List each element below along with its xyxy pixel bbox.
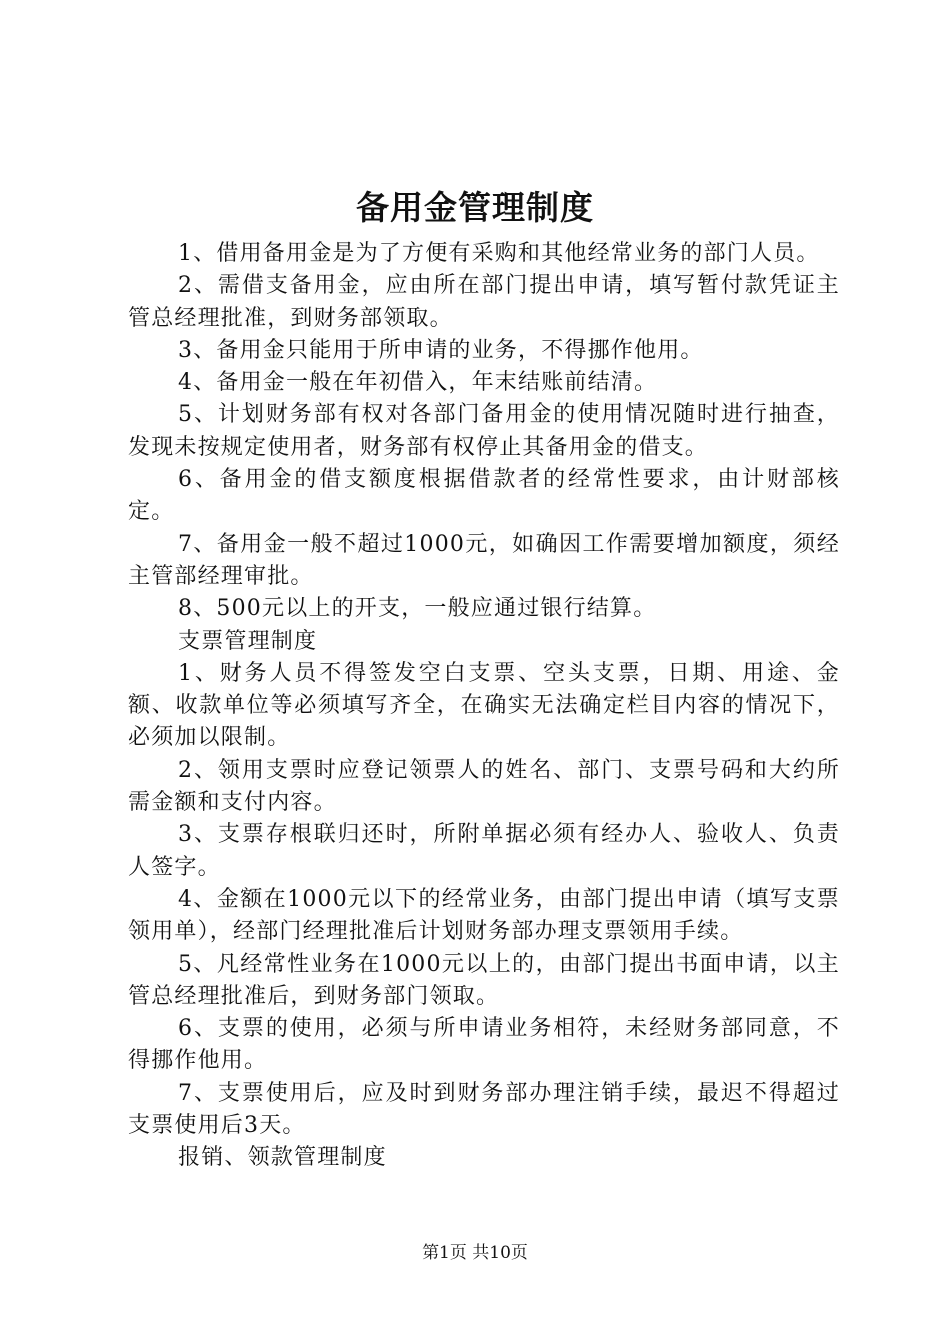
paragraph: 4、金额在1000元以下的经常业务，由部门提出申请（填写支票领用单），经部门经理批准后计划财务部办理支票领用手续。 xyxy=(128,886,840,945)
paragraph: 6、支票的使用，必须与所申请业务相符，未经财务部同意，不得挪作他用。 xyxy=(128,1016,840,1074)
paragraph: 5、计划财务部有权对各部门备用金的使用情况随时进行抽查，发现未按规定使用者，财务部有权停止其备用金的借支。 xyxy=(128,402,840,460)
paragraph: 8、500元以上的开支，一般应通过银行结算。 xyxy=(178,596,657,622)
section-heading: 报销、领款管理制度 xyxy=(178,1145,387,1171)
document-title: 备用金管理制度 xyxy=(356,188,594,227)
paragraph: 1、借用备用金是为了方便有采购和其他经常业务的部门人员。 xyxy=(178,241,820,266)
paragraph: 6、备用金的借支额度根据借款者的经常性要求，由计财部核定。 xyxy=(128,467,840,525)
paragraph: 2、需借支备用金，应由所在部门提出申请，填写暂付款凭证主管总经理批准，到财务部领取。 xyxy=(128,273,840,331)
paragraph: 4、备用金一般在年初借入，年末结账前结清。 xyxy=(178,370,658,396)
paragraph: 3、备用金只能用于所申请的业务，不得挪作他用。 xyxy=(178,337,704,363)
paragraph: 7、备用金一般不超过1000元，如确因工作需要增加额度，须经主管部经理审批。 xyxy=(128,531,840,589)
paragraph: 5、凡经常性业务在1000元以上的，由部门提出书面申请，以主管总经理批准后，到财务部门领取。 xyxy=(128,951,840,1009)
document-body xyxy=(128,238,840,1175)
paragraph: 3、支票存根联归还时，所附单据必须有经办人、验收人、负责人签字。 xyxy=(128,822,840,880)
page-number-footer: 第1页 共10页 xyxy=(422,1243,528,1263)
paragraph: 7、支票使用后，应及时到财务部办理注销手续，最迟不得超过支票使用后3天。 xyxy=(128,1080,840,1139)
paragraph: 1、财务人员不得签发空白支票、空头支票，日期、用途、金额、收款单位等必须填写齐全，在确实无法确定栏目内容的情况下，必须加以限制。 xyxy=(128,660,840,751)
section-heading: 支票管理制度 xyxy=(178,628,318,654)
paragraph: 2、领用支票时应登记领票人的姓名、部门、支票号码和大约所需金额和支付内容。 xyxy=(128,757,840,816)
